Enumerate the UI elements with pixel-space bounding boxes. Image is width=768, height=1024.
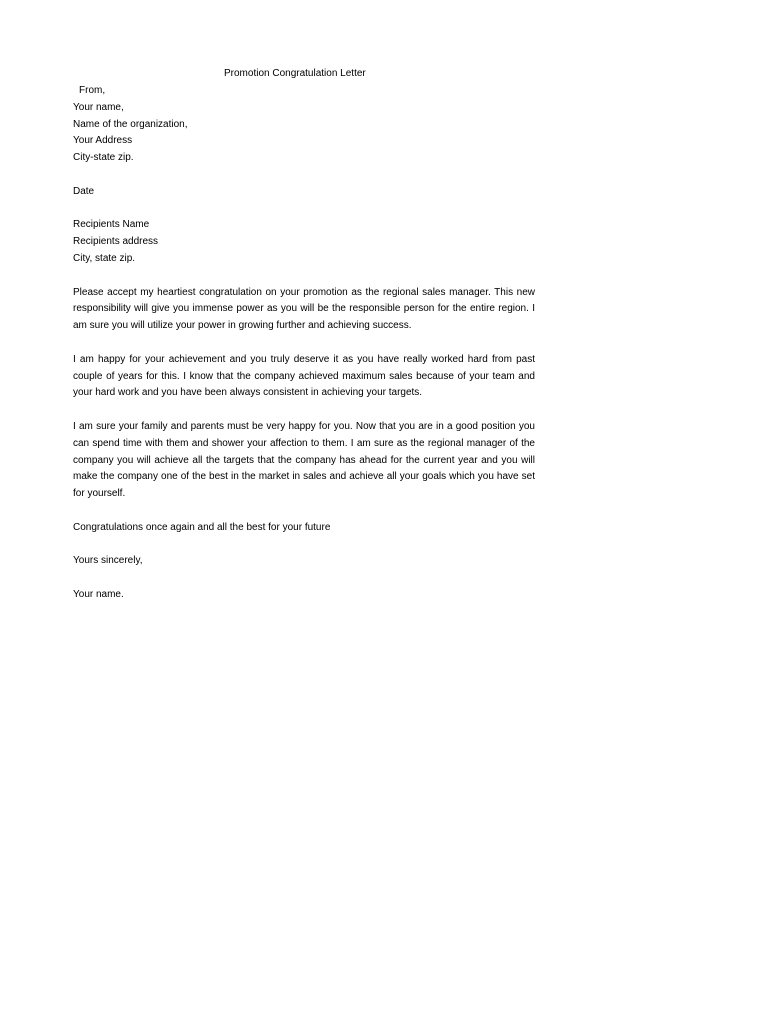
spacer <box>73 570 535 587</box>
letter-body <box>73 83 535 604</box>
signoff: Yours sincerely, <box>73 555 143 567</box>
signature-name: Your name. <box>73 588 124 600</box>
recipient-city: City, state zip. <box>73 252 136 264</box>
letter-title: Promotion Congratulation Letter <box>224 68 366 79</box>
closing-line: Congratulations once again and all the best for your future <box>73 521 331 533</box>
spacer <box>73 167 535 184</box>
paragraph-congratulation: Please accept my heartiest congratulation on your promotion as the regional sales manager. This new responsibility will give you immense power as you will be the responsible person for the entire region. I am sure you will utilize your power in growing further and achieving success. <box>73 286 535 332</box>
spacer <box>73 402 535 419</box>
recipient-name: Recipients Name <box>73 219 150 231</box>
sender-city: City-state zip. <box>73 152 134 164</box>
spacer <box>73 335 535 352</box>
spacer <box>73 537 535 554</box>
sender-organization: Name of the organization, <box>73 118 188 130</box>
spacer <box>73 201 535 218</box>
recipient-address: Recipients address <box>73 236 159 248</box>
spacer <box>73 268 535 285</box>
paragraph-family: I am sure your family and parents must be very happy for you. Now that you are in a good position you can spend time with them and shower your affection to them. I am sure as the regional manager of the company you will achieve all the targets that the company has ahead for the current year and you will make the company one of the best in the market in sales and achieve all your goals which you have set for yourself. <box>73 420 535 500</box>
letter-date: Date <box>73 185 95 197</box>
spacer <box>73 503 535 520</box>
sender-from: From, <box>79 85 106 96</box>
sender-address: Your Address <box>73 135 133 147</box>
sender-name: Your name, <box>73 101 124 113</box>
paragraph-achievement: I am happy for your achievement and you truly deserve it as you have really worked hard from past couple of years for this. I know that the company achieved maximum sales because of your team and your hard work and you have been always consistent in achieving your targets. <box>73 353 535 399</box>
